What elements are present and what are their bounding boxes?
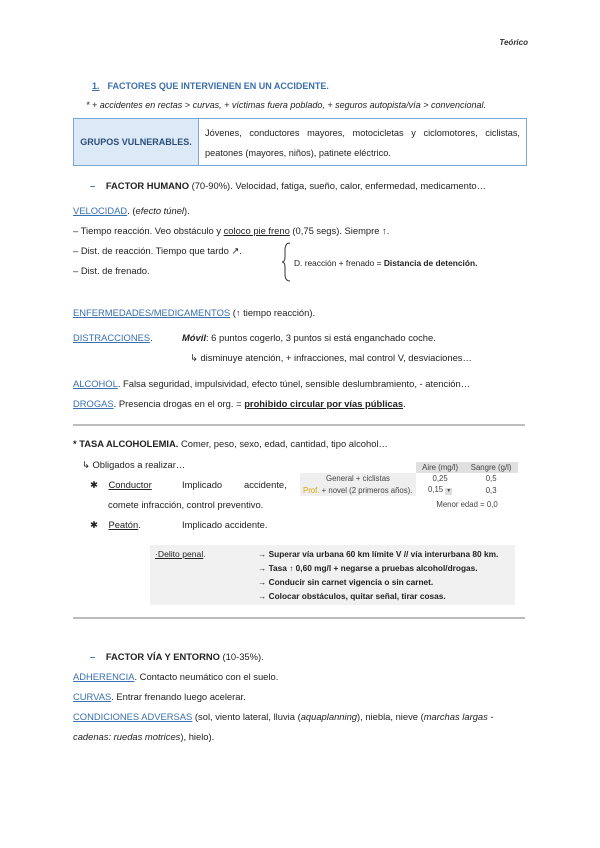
delito-label: ·Delito penal	[155, 549, 204, 559]
curvas-text: . Entrar frenando luego acelerar.	[111, 691, 246, 702]
tiempo-reaccion-end: (0,75 segs). Siempre ↑.	[289, 225, 390, 236]
prof-prefix: Prof.	[303, 485, 320, 495]
distracciones-line	[73, 332, 153, 343]
page-header-label: Teórico	[499, 38, 528, 47]
factor-via-text: (10-35%).	[219, 651, 264, 662]
vulnerable-groups-label: GRUPOS VULNERABLES.	[74, 119, 199, 165]
tiempo-reaccion-line	[73, 225, 389, 236]
delito-line-3: → Conducir sin carnet vigencia o sin carnet.	[258, 577, 434, 587]
tiempo-reaccion-text: – Tiempo reacción. Veo obstáculo y	[73, 225, 224, 236]
factor-humano-text: (70-90%). Velocidad, fatiga, sueño, calor, enfermedad, medicamento…	[188, 180, 487, 191]
drogas-underlined: prohibido circular por vías públicas	[244, 398, 404, 409]
distracciones-label: DISTRACCIONES	[73, 332, 151, 343]
row-prof-label	[300, 484, 416, 496]
conductor-text-line2: comete infracción, control preventivo.	[108, 499, 264, 510]
delito-penal-box	[150, 545, 515, 605]
delito-label-wrap	[155, 549, 206, 559]
distancia-detencion-note	[294, 258, 477, 268]
drogas-label: DROGAS	[73, 398, 114, 409]
condiciones-text-a: (sol, viento lateral, lluvia (	[192, 711, 301, 722]
section-title	[92, 81, 329, 91]
dropdown-arrow-icon[interactable]: ▾	[447, 488, 451, 494]
conductor-label: Conductor	[108, 479, 152, 490]
conductor-text-b: accidente,	[244, 479, 287, 490]
condiciones-label: CONDICIONES ADVERSAS	[73, 711, 193, 722]
prof-text: + novel (2 primeros años).	[321, 485, 413, 495]
adherencia-line	[73, 671, 278, 682]
factor-via-line	[90, 651, 264, 662]
velocidad-line	[73, 205, 190, 216]
peaton-label: Peatón	[108, 519, 139, 530]
condiciones-line-1	[73, 711, 494, 722]
movil-line	[182, 332, 436, 343]
adherencia-text: . Contacto neumático con el suelo.	[134, 671, 279, 682]
table-row	[300, 484, 518, 496]
row-general-aire: 0,25	[432, 474, 448, 483]
tasa-title: * TASA ALCOHOLEMIA.	[73, 438, 179, 449]
movil-text: : 6 puntos cogerlo, 3 puntos si está enganchado coche.	[205, 332, 436, 343]
section-note: * + accidentes en rectas > curvas, + víctimas fuera poblado, + seguros autopista/vía > convencional.	[86, 100, 486, 110]
vulnerable-groups-text: Jóvenes, conductores mayores, motocicletas y ciclomotores, ciclistas, peatones (mayores, niños), patinete eléctrico.	[205, 128, 520, 158]
factor-via-title: FACTOR VÍA Y ENTORNO	[105, 651, 220, 662]
velocidad-label: VELOCIDAD	[73, 205, 128, 216]
star-icon: ✱	[90, 519, 98, 530]
star-icon: ✱	[90, 479, 98, 490]
divider	[73, 617, 525, 619]
peaton-line: ✱ Peatón.	[90, 519, 141, 530]
dist-reaccion-line: – Dist. de reacción. Tiempo que tardo ↗.	[73, 245, 242, 256]
conductor-line	[90, 479, 152, 491]
conductor-text-a: Implicado	[182, 479, 223, 490]
dash-bullet: –	[90, 651, 96, 662]
alcohol-label: ALCOHOL	[73, 378, 118, 389]
condiciones-text-b: ), niebla, nieve (	[357, 711, 424, 722]
condiciones-line-2	[73, 731, 214, 742]
velocidad-text: . (	[127, 205, 136, 216]
factor-humano-line	[90, 180, 486, 191]
drogas-end: .	[403, 398, 406, 409]
condiciones-marchas: marchas largas -	[423, 711, 494, 722]
curly-brace-icon	[282, 242, 292, 282]
enfermedades-text: (↑ tiempo reacción).	[230, 307, 316, 318]
distancia-detencion-bold: Distancia de detención.	[383, 258, 478, 268]
table-row	[300, 496, 518, 510]
peaton-text: Implicado accidente.	[182, 519, 268, 530]
curvas-label: CURVAS	[73, 691, 112, 702]
alcohol-rates-table	[300, 462, 518, 510]
row-prof-aire	[416, 484, 464, 496]
row-general-sangre: 0,5	[485, 474, 497, 483]
tasa-alcoholemia-line	[73, 438, 388, 449]
drogas-text: . Presencia drogas en el org. =	[113, 398, 245, 409]
row-prof-sangre: 0,3	[485, 485, 497, 495]
velocidad-text-end: ).	[184, 205, 190, 216]
vulnerable-groups-box	[73, 118, 527, 166]
table-header-row	[300, 462, 518, 473]
velocidad-italic: efecto túnel	[135, 205, 185, 216]
tasa-text: Comer, peso, sexo, edad, cantidad, tipo alcohol…	[178, 438, 388, 449]
delito-line-1: → Superar vía urbana 60 km límite V // vía interurbana 80 km.	[258, 549, 499, 559]
condiciones-text-d: ), hielo).	[180, 731, 215, 742]
condiciones-aquaplanning: aquaplanning	[300, 711, 358, 722]
section-title-text: FACTORES QUE INTERVIENEN EN UN ACCIDENTE.	[107, 81, 329, 91]
alcohol-line	[73, 378, 470, 389]
enfermedades-line	[73, 307, 315, 318]
row-menor-edad: Menor edad = 0,0	[436, 500, 498, 509]
distancia-detencion-text: D. reacción + frenado =	[294, 258, 384, 268]
movil-label: Móvil	[182, 332, 206, 343]
distracciones-dot: .	[150, 332, 153, 343]
distracciones-sub: ↳ disminuye atención, + infracciones, mal control V, desviaciones…	[190, 352, 472, 363]
delito-line-2: → Tasa ↑ 0,60 mg/l + negarse a pruebas alcohol/drogas.	[258, 563, 478, 573]
tiempo-reaccion-underlined: coloco pie freno	[223, 225, 290, 236]
dist-frenado-line: – Dist. de frenado.	[73, 265, 150, 276]
col-aire: Aire (mg/l)	[416, 462, 464, 473]
curvas-line	[73, 691, 246, 702]
delito-line-4: → Colocar obstáculos, quitar señal, tirar cosas.	[258, 591, 446, 601]
condiciones-cadenas: cadenas: ruedas motrices	[73, 731, 181, 742]
dash-bullet: –	[90, 180, 96, 191]
obligados-line: ↳ Obligados a realizar…	[82, 459, 186, 470]
table-row	[300, 473, 518, 484]
delito-dot: .	[203, 549, 206, 559]
alcohol-text: . Falsa seguridad, impulsividad, efecto túnel, sensible deslumbramiento, - atención…	[117, 378, 471, 389]
drogas-line	[73, 398, 406, 409]
factor-humano-title: FACTOR HUMANO	[105, 180, 189, 191]
adherencia-label: ADHERENCIA	[73, 671, 135, 682]
row-general-label: General + ciclistas	[300, 473, 416, 484]
divider	[73, 424, 525, 426]
enfermedades-label: ENFERMEDADES/MEDICAMENTOS	[73, 307, 231, 318]
section-number: 1.	[92, 81, 100, 91]
prof-aire-value: 0,15	[427, 485, 444, 494]
col-sangre: Sangre (g/l)	[464, 462, 518, 473]
